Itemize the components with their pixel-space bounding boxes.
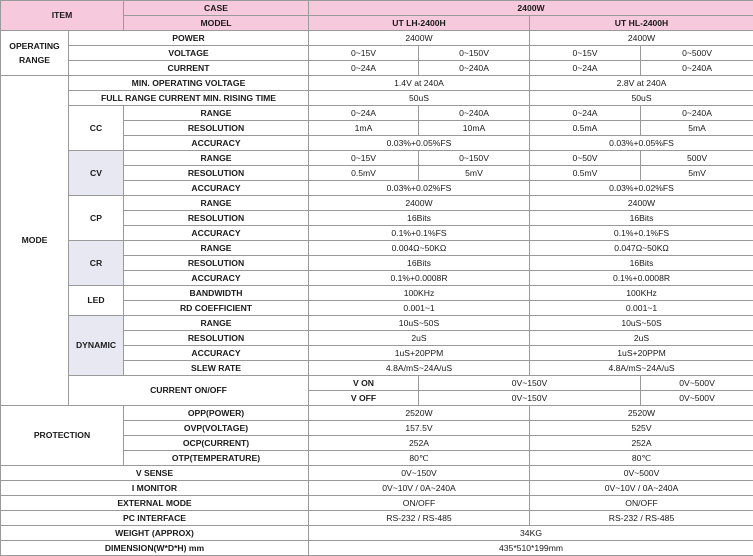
value-a-cv-accuracy: 0.03%+0.02%FS: [309, 181, 530, 196]
row-cr-range: [1, 241, 753, 256]
value-b-dyn-accuracy: 1uS+20PPM: [530, 346, 753, 361]
value-a-cc-range-low: 0~24A: [309, 106, 419, 121]
value-b-opp: 2520W: [530, 406, 753, 421]
value-b-ovp: 525V: [530, 421, 753, 436]
value-b-dyn-resolution: 2uS: [530, 331, 753, 346]
label-cc-accuracy: ACCURACY: [124, 136, 309, 151]
value-b-current-high: 0~240A: [641, 61, 753, 76]
value-a-cc-range-high: 0~240A: [419, 106, 530, 121]
value-b-v-sense: 0V~500V: [530, 466, 753, 481]
label-weight: WEIGHT (APPROX): [1, 526, 309, 541]
value-a-cr-resolution: 16Bits: [309, 256, 530, 271]
value-b-rising-time: 50uS: [530, 91, 753, 106]
row-cp-range: [1, 196, 753, 211]
value-a-current-low: 0~24A: [309, 61, 419, 76]
value-b-current-low: 0~24A: [530, 61, 641, 76]
label-dimension: DIMENSION(W*D*H) mm: [1, 541, 309, 556]
value-a-voltage-high: 0~150V: [419, 46, 530, 61]
label-cr-range: RANGE: [124, 241, 309, 256]
row-v-on: [1, 376, 753, 391]
value-a-current-high: 0~240A: [419, 61, 530, 76]
value-a-external-mode: ON/OFF: [309, 496, 530, 511]
label-otp: OTP(TEMPERATURE): [124, 451, 309, 466]
value-a-cc-accuracy: 0.03%+0.05%FS: [309, 136, 530, 151]
value-a-led-rd: 0.001~1: [309, 301, 530, 316]
value-a-min-voltage: 1.4V at 240A: [309, 76, 530, 91]
label-voltage: VOLTAGE: [69, 46, 309, 61]
group-mode: MODE: [1, 76, 69, 406]
label-cr-accuracy: ACCURACY: [124, 271, 309, 286]
value-a-cv-resolution-low: 0.5mV: [309, 166, 419, 181]
header-model-a: UT LH-2400H: [309, 16, 530, 31]
value-b-cr-resolution: 16Bits: [530, 256, 753, 271]
value-b-cv-range-low: 0~50V: [530, 151, 641, 166]
value-a-v-sense: 0V~150V: [309, 466, 530, 481]
row-rising-time: [1, 91, 753, 106]
label-cp-accuracy: ACCURACY: [124, 226, 309, 241]
row-opp: [1, 406, 753, 421]
label-cp-resolution: RESOLUTION: [124, 211, 309, 226]
value-b-min-voltage: 2.8V at 240A: [530, 76, 753, 91]
value-b-cr-range: 0.047Ω~50KΩ: [530, 241, 753, 256]
value-b-cr-accuracy: 0.1%+0.0008R: [530, 271, 753, 286]
header-case: CASE: [124, 1, 309, 16]
value-b-cv-resolution-low: 0.5mV: [530, 166, 641, 181]
label-dyn-range: RANGE: [124, 316, 309, 331]
value-a-dyn-resolution: 2uS: [309, 331, 530, 346]
value-a-power: 2400W: [309, 31, 530, 46]
mode-dynamic: DYNAMIC: [69, 316, 124, 376]
label-dyn-slew: SLEW RATE: [124, 361, 309, 376]
row-min-voltage: [1, 76, 753, 91]
value-a-dyn-accuracy: 1uS+20PPM: [309, 346, 530, 361]
value-b-ocp: 252A: [530, 436, 753, 451]
value-b-cp-resolution: 16Bits: [530, 211, 753, 226]
value-a-otp: 80℃: [309, 451, 530, 466]
header-model: MODEL: [124, 16, 309, 31]
label-led-bandwidth: BANDWIDTH: [124, 286, 309, 301]
row-i-monitor: [1, 481, 753, 496]
value-a-ovp: 157.5V: [309, 421, 530, 436]
group-operating-range: OPERATING RANGE: [1, 31, 69, 76]
value-a-i-monitor: 0V~10V / 0A~240A: [309, 481, 530, 496]
value-a-pc-interface: RS-232 / RS-485: [309, 511, 530, 526]
label-ovp: OVP(VOLTAGE): [124, 421, 309, 436]
label-v-off: V OFF: [309, 391, 419, 406]
value-dimension: 435*510*199mm: [309, 541, 753, 556]
label-power: POWER: [69, 31, 309, 46]
value-weight: 34KG: [309, 526, 753, 541]
row-dyn-range: [1, 316, 753, 331]
value-b-v-on: 0V~500V: [641, 376, 753, 391]
value-b-dyn-range: 10uS~50S: [530, 316, 753, 331]
value-b-dyn-slew: 4.8A/mS~24A/uS: [530, 361, 753, 376]
label-led-rd: RD COEFFICIENT: [124, 301, 309, 316]
row-external-mode: [1, 496, 753, 511]
header-model-b: UT HL-2400H: [530, 16, 753, 31]
value-a-cp-resolution: 16Bits: [309, 211, 530, 226]
mode-cc: CC: [69, 106, 124, 151]
value-b-cc-range-low: 0~24A: [530, 106, 641, 121]
value-b-power: 2400W: [530, 31, 753, 46]
value-a-cp-range: 2400W: [309, 196, 530, 211]
row-dimension: [1, 541, 753, 556]
header-item: ITEM: [1, 1, 124, 31]
label-min-voltage: MIN. OPERATING VOLTAGE: [69, 76, 309, 91]
value-a-cv-range-high: 0~150V: [419, 151, 530, 166]
value-b-v-off: 0V~500V: [641, 391, 753, 406]
label-cp-range: RANGE: [124, 196, 309, 211]
value-b-cp-range: 2400W: [530, 196, 753, 211]
value-a-ocp: 252A: [309, 436, 530, 451]
value-b-i-monitor: 0V~10V / 0A~240A: [530, 481, 753, 496]
mode-led: LED: [69, 286, 124, 316]
value-b-voltage-high: 0~500V: [641, 46, 753, 61]
row-weight: [1, 526, 753, 541]
value-a-cv-resolution-high: 5mV: [419, 166, 530, 181]
value-a-led-bandwidth: 100KHz: [309, 286, 530, 301]
label-v-on: V ON: [309, 376, 419, 391]
label-cr-resolution: RESOLUTION: [124, 256, 309, 271]
row-voltage: [1, 46, 753, 61]
value-a-cr-accuracy: 0.1%+0.0008R: [309, 271, 530, 286]
label-dyn-accuracy: ACCURACY: [124, 346, 309, 361]
group-protection: PROTECTION: [1, 406, 124, 466]
label-ocp: OCP(CURRENT): [124, 436, 309, 451]
row-led-bandwidth: [1, 286, 753, 301]
group-current-onoff: CURRENT ON/OFF: [69, 376, 309, 406]
value-a-voltage-low: 0~15V: [309, 46, 419, 61]
mode-cr: CR: [69, 241, 124, 286]
value-a-v-on: 0V~150V: [419, 376, 641, 391]
label-rising-time: FULL RANGE CURRENT MIN. RISING TIME: [69, 91, 309, 106]
value-a-opp: 2520W: [309, 406, 530, 421]
label-v-sense: V SENSE: [1, 466, 309, 481]
header-row-case: [1, 1, 753, 16]
value-b-pc-interface: RS-232 / RS-485: [530, 511, 753, 526]
label-dyn-resolution: RESOLUTION: [124, 331, 309, 346]
mode-cp: CP: [69, 196, 124, 241]
label-cc-resolution: RESOLUTION: [124, 121, 309, 136]
value-a-cc-resolution-low: 1mA: [309, 121, 419, 136]
label-opp: OPP(POWER): [124, 406, 309, 421]
value-b-cc-resolution-low: 0.5mA: [530, 121, 641, 136]
value-b-otp: 80℃: [530, 451, 753, 466]
label-i-monitor: I MONITOR: [1, 481, 309, 496]
value-a-cv-range-low: 0~15V: [309, 151, 419, 166]
row-current: [1, 61, 753, 76]
value-b-led-bandwidth: 100KHz: [530, 286, 753, 301]
row-pc-interface: [1, 511, 753, 526]
mode-cv: CV: [69, 151, 124, 196]
label-external-mode: EXTERNAL MODE: [1, 496, 309, 511]
value-b-cp-accuracy: 0.1%+0.1%FS: [530, 226, 753, 241]
label-current: CURRENT: [69, 61, 309, 76]
label-cv-resolution: RESOLUTION: [124, 166, 309, 181]
value-a-dyn-range: 10uS~50S: [309, 316, 530, 331]
value-b-cc-resolution-high: 5mA: [641, 121, 753, 136]
value-b-external-mode: ON/OFF: [530, 496, 753, 511]
value-a-cp-accuracy: 0.1%+0.1%FS: [309, 226, 530, 241]
row-cc-range: [1, 106, 753, 121]
header-power-class: 2400W: [309, 1, 753, 16]
label-cc-range: RANGE: [124, 106, 309, 121]
value-a-dyn-slew: 4.8A/mS~24A/uS: [309, 361, 530, 376]
value-b-cv-accuracy: 0.03%+0.02%FS: [530, 181, 753, 196]
row-cv-range: [1, 151, 753, 166]
value-b-cv-resolution-high: 5mV: [641, 166, 753, 181]
value-b-cv-range-high: 500V: [641, 151, 753, 166]
value-a-rising-time: 50uS: [309, 91, 530, 106]
row-power: [1, 31, 753, 46]
label-cv-range: RANGE: [124, 151, 309, 166]
value-b-cc-accuracy: 0.03%+0.05%FS: [530, 136, 753, 151]
value-a-cc-resolution-high: 10mA: [419, 121, 530, 136]
label-pc-interface: PC INTERFACE: [1, 511, 309, 526]
value-b-cc-range-high: 0~240A: [641, 106, 753, 121]
label-cv-accuracy: ACCURACY: [124, 181, 309, 196]
value-a-v-off: 0V~150V: [419, 391, 641, 406]
value-b-led-rd: 0.001~1: [530, 301, 753, 316]
value-a-cr-range: 0.004Ω~50KΩ: [309, 241, 530, 256]
row-v-sense: [1, 466, 753, 481]
value-b-voltage-low: 0~15V: [530, 46, 641, 61]
